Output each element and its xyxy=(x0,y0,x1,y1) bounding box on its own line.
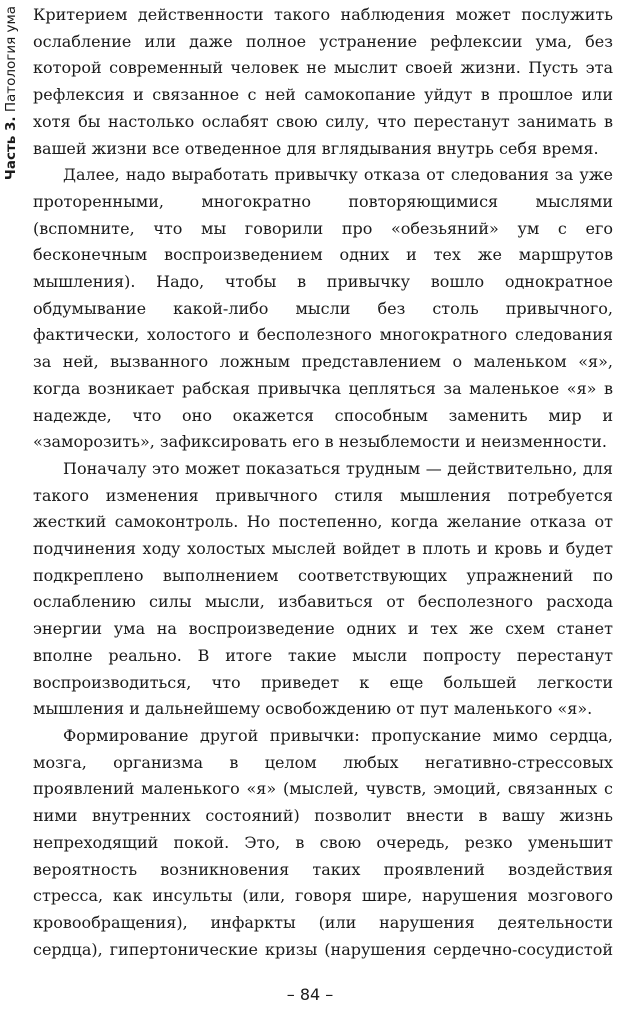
page-body xyxy=(33,2,613,967)
running-head-part: Часть 3. xyxy=(3,116,19,181)
paragraph: Далее, надо выработать привычку отказа от следования за уже проторенными, многократно повторяющимися мыслями (вспомните, что мы говорили про «обезьяний» ум с его бесконечным воспроизведением одних и тех же маршрутов мышления). Надо, чтобы в привычку вошло однократное обдумывание какой-либо мысли без столь привычного, фактически, холостого и бесполезного многократного следования за ней, вызванного ложным представлением о маленьком «я», когда возникает рабская привычка цепляться за маленькое «я» в надежде, что оно окажется способным заменить мир и «заморозить», зафиксировать его в незыблемости и неизменности. xyxy=(33,165,613,452)
running-head xyxy=(1,6,21,216)
page-number: – 84 – xyxy=(286,985,334,1004)
running-head-title: Патология ума xyxy=(3,6,19,113)
paragraph: Критерием действенности такого наблюдения может послужить ослабление или даже полное устранение рефлексии ума, без которой современный человек не мыслит своей жизни. Пусть эта рефлексия и связанное с ней самокопание уйдут в прошлое или хотя бы настолько ослабят свою силу, что перестанут занимать в вашей жизни все отведенное для вглядывания внутрь себя время. xyxy=(33,5,613,158)
paragraph: Поначалу это может показаться трудным — действительно, для такого изменения привычного стиля мышления потребуется жесткий самоконтроль. Но постепенно, когда желание отказа от подчинения ходу холостых мыслей войдет в плоть и кровь и будет подкреплено выполнением соответствующих упражнений по ослаблению силы мысли, избавиться от бесполезного расхода энергии ума на воспроизведение одних и тех же схем станет вполне реально. В итоге такие мысли попросту перестанут воспроизводиться, что приведет к еще большей легкости мышления и дальнейшему освобождению от пут маленького «я». xyxy=(33,458,613,719)
running-head-text xyxy=(1,6,21,216)
paragraph: Формирование другой привычки: пропускание мимо сердца, мозга, организма в целом любых негативно-стрессовых проявлений маленького «я» (мыслей, чувств, эмоций, связанных с ними внутренних состояний) позволит внести в вашу жизнь непреходящий покой. Это, в свою очередь, резко уменьшит вероятность возникновения таких проявлений воздействия стресса, как инсульты (или, говоря шире, нарушения мозгового кровообращения), инфаркты (или нарушения деятельности сердца), гипертонические кризы (нарушения сердечно-сосудистой xyxy=(33,725,613,959)
